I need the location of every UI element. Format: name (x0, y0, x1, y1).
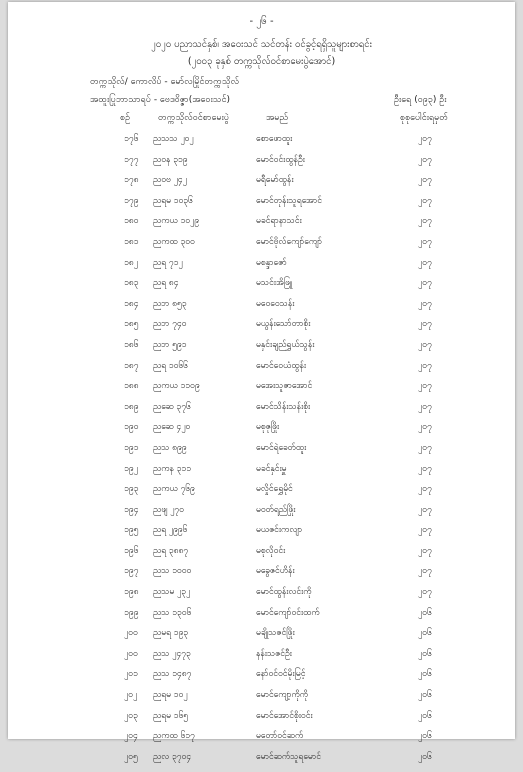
table-row (8, 155, 515, 176)
table-row (8, 361, 515, 382)
table-row (8, 340, 515, 361)
roll-number: ညဘ ၇၄၀ (153, 319, 187, 330)
total-score: ၂၀၇ (418, 504, 432, 515)
table-row (8, 422, 515, 443)
row-number: ၁၈၉ (124, 401, 139, 412)
total-score: ၂၀၆ (418, 731, 432, 742)
roll-number: ညသမ ၂၃၂ (153, 587, 191, 598)
total-score: ၂၀၆ (418, 628, 432, 639)
total-score: ၂၀၆ (418, 648, 432, 659)
table-row (8, 628, 515, 649)
student-name: မောင်ဝေယံထွန်း (256, 360, 307, 371)
row-number: ၁၈၁ (124, 236, 139, 247)
table-row (8, 464, 515, 485)
student-name: မရီမော်ထွန်း (256, 175, 294, 186)
total-score: ၂၀၆ (418, 669, 432, 680)
total-score: ၂၀၇ (418, 463, 432, 474)
row-number: ၂၀၅ (124, 751, 138, 762)
roll-number: ညသ ၂၄၇၃ (153, 648, 191, 659)
student-name: မောင်ကျော့ကိုကို (256, 690, 309, 701)
student-name: မခင်နှင်းမှူ (256, 463, 287, 474)
roll-number: ညဆေ ၄၂၀ (153, 422, 191, 433)
page-number: - ၂၆ - (249, 16, 274, 27)
total-score: ၂၀၇ (418, 381, 432, 392)
table-row (8, 546, 515, 567)
row-number: ၁၉၄ (124, 504, 139, 515)
total-score: ၂၀၇ (418, 236, 432, 247)
row-number: ၁၈၈ (124, 381, 139, 392)
table-row (8, 175, 515, 196)
total-score: ၂၀၇ (418, 134, 432, 144)
student-name: မောင်ထွန်းလင်းကို (256, 587, 312, 598)
table-row (8, 278, 515, 299)
row-number: ၁၇၈ (124, 175, 139, 186)
total-score: ၂၀၇ (418, 257, 432, 268)
course-label: အထူးပြုဘာသာရပ် - ဗေဒဝိဇ္ဇာ(အဝေးသင်) (90, 95, 230, 105)
row-number: ၁၉၆ (124, 545, 139, 556)
student-name: မောင်အောင်စိုးဝင်း (256, 710, 313, 721)
roll-number: ညဘ ၈၅၃ (153, 298, 187, 309)
table-row (8, 319, 515, 340)
table-row (8, 196, 515, 217)
roll-number: ညဘ ၅၉၁ (153, 339, 187, 350)
table-row (8, 258, 515, 279)
column-header-name: အမည် (266, 113, 289, 123)
table-row (8, 566, 515, 587)
roll-number: ညမရ ၁၉၃ (153, 628, 189, 639)
row-number: ၂၀၄ (124, 731, 138, 742)
document-title: ၂၀၂၀ ပညာသင်နှစ်၊ အဝေးသင် သင်တန်း ဝင်ခွင့်ရရှိသူများစာရင်း (151, 39, 372, 50)
total-score: ၂၀၇ (418, 525, 432, 536)
table-row (8, 443, 515, 464)
student-name: မခင်ရာနာသင်း (256, 216, 302, 227)
row-number: ၁၈၇ (124, 360, 139, 371)
roll-number: ညကန ၃၁၁ (153, 463, 191, 474)
total-score: ၂၀၇ (418, 319, 432, 330)
row-number: ၁၉၉ (124, 607, 139, 618)
row-number: ၁၈၂ (124, 257, 138, 268)
column-header-no: စဉ် (120, 113, 131, 123)
student-name: မောင်ဆက်သူရမောင် (256, 751, 321, 762)
student-name: မယဇင်းကလျာ (256, 525, 303, 536)
student-name: မောင်ဗိုလ်ကျော်ကျော် (256, 236, 323, 247)
table-row (8, 216, 515, 237)
roll-number: ညသ ၁၄၈၇ (153, 669, 192, 680)
table-row (8, 381, 515, 402)
student-name: မောင်ရဲခေတ်ထူး (256, 442, 307, 453)
student-name: မစုလိုဝင်း (256, 545, 286, 556)
roll-number: ညကထ ၃၀၀ (153, 236, 195, 247)
roll-number: ညဝဗ ၂၄၂ (153, 175, 187, 186)
student-name: မောင်တုန်းသူရအောင် (256, 195, 322, 206)
row-number: ၂၀၀ (124, 648, 138, 659)
roll-number: ညဝန ၃၁၉ (153, 154, 188, 165)
student-name: မလှိုင်ရွှေမိုင် (256, 484, 293, 495)
row-number: ၁၉၇ (124, 566, 139, 577)
student-name: မသင်းအိဖြူ (256, 278, 293, 289)
total-score: ၂၀၇ (418, 545, 432, 556)
roll-number: ညသ ၈၉၉ (153, 442, 187, 453)
total-score: ၂၀၇ (418, 587, 432, 598)
total-score: ၂၀၆ (418, 751, 432, 762)
student-name: မအေးသူဇာအောင် (256, 381, 313, 392)
table-row (8, 484, 515, 505)
row-number: ၁၈၀ (124, 216, 139, 227)
row-number: ၁၇၇ (124, 154, 139, 165)
student-name: မောင်သိန်းသန်းစိုး (256, 401, 311, 412)
roll-number: ညဖျ ၂၇၀ (153, 504, 184, 515)
table-row (8, 134, 515, 155)
university-label: တက္ကသိုလ်/ ကောလိပ် - မော်လမြိုင်တက္ကသိုလ် (90, 77, 240, 87)
row-number: ၁၈၆ (124, 339, 139, 350)
column-header-roll: တက္ကသိုလ်ဝင်စာမေးပွဲ (158, 113, 229, 123)
document-page (8, 2, 515, 762)
total-score: ၂၀၇ (418, 154, 432, 165)
row-number: ၁၉၂ (124, 463, 138, 474)
table-row (8, 587, 515, 608)
row-number: ၁၉၃ (124, 484, 139, 495)
roll-number: ညလ ၃၇၀၄ (153, 751, 192, 762)
roll-number: ညသသ ၂၀၂ (153, 134, 194, 144)
column-header-score: စုစုပေါင်းရမှတ် (400, 113, 449, 123)
student-name: မယွန်းသော်တာစိုး (256, 319, 311, 330)
total-score: ၂၀၇ (418, 298, 432, 309)
row-number: ၁၈၃ (124, 278, 139, 289)
row-number: ၁၈၄ (124, 298, 139, 309)
document-subtitle: (၂၀၀၃ ခုနှစ် တက္ကသိုလ်ဝင်စာမေးပွဲအောင်) (187, 56, 336, 67)
row-number: ၂၀၀ (124, 628, 138, 639)
student-name: မစုဇုဖြိုး (256, 422, 280, 433)
roll-number: ညကထ ၆၁၇ (153, 731, 195, 742)
total-score: ၂၀၇ (418, 175, 432, 186)
total-score: ၂၀၆ (418, 607, 432, 618)
row-number: ၁၉၈ (124, 587, 139, 598)
student-name: မခွေဇင်ဟိန်း (256, 566, 295, 577)
table-row (8, 237, 515, 258)
table-row (8, 525, 515, 546)
student-name: မနှင်းချည်ရွှယ်သွန်း (256, 339, 315, 350)
total-count-label: ဦးရေ (၀၉၃) ဦး (394, 95, 447, 105)
roll-number: ညရမ ၁၆၅ (153, 710, 189, 721)
total-score: ၂၀၇ (418, 566, 432, 577)
total-score: ၂၀၇ (418, 216, 432, 227)
total-score: ၂၀၇ (418, 484, 432, 495)
student-name: မောင်ကျော်ဝင်းထက် (256, 607, 320, 618)
student-name: နန်းသဇင်ဦး (256, 648, 292, 659)
row-number: ၁၈၅ (124, 319, 139, 330)
row-number: ၂၀၃ (124, 710, 138, 721)
table-row (8, 402, 515, 423)
row-number: ၁၉၀ (124, 422, 139, 433)
results-table (8, 134, 515, 772)
total-score: ၂၀၇ (418, 278, 432, 289)
roll-number: ညရမ ၁၀၃၆ (153, 195, 193, 206)
total-score: ၂၀၇ (418, 442, 432, 453)
total-score: ၂၀၇ (418, 401, 432, 412)
total-score: ၂၀၆ (418, 690, 432, 701)
table-row (8, 731, 515, 752)
roll-number: ညကယ ၁၁၀၉ (153, 381, 200, 392)
row-number: ၂၀၂ (124, 690, 138, 701)
row-number: ၂၀၁ (124, 669, 138, 680)
roll-number: ညကယ ၇၆၉ (153, 484, 195, 495)
total-score: ၂၀၇ (418, 360, 432, 371)
student-name: မချိုသဇင်ဖြိုး (256, 628, 295, 639)
table-row (8, 690, 515, 711)
roll-number: ညရ ၂၉၉၆ (153, 525, 188, 536)
table-row (8, 711, 515, 732)
student-name: မတော်ဝင်ဆက် (256, 731, 304, 742)
total-score: ၂၀၇ (418, 339, 432, 350)
total-score: ၂၀၇ (418, 422, 432, 433)
student-name: မစန္ဒာဇော် (256, 257, 287, 268)
table-row (8, 299, 515, 320)
roll-number: ညရမ ၁၀၂ (153, 690, 188, 701)
table-row (8, 669, 515, 690)
row-number: ၁၉၁ (124, 442, 139, 453)
student-name: မောင်ဝင်းထွန်ဦး (256, 154, 305, 165)
roll-number: ညရ ၃၈၈၇ (153, 545, 189, 556)
table-row (8, 608, 515, 629)
row-number: ၁၇၉ (124, 195, 139, 206)
roll-number: ညသ ၁၀၀၀ (153, 566, 192, 577)
student-name: မဝေဝေသန်း (256, 298, 295, 309)
row-number: ၁၉၅ (124, 525, 139, 536)
student-name: နော်ဝင်ဝင်မိုးမြင့် (256, 669, 306, 680)
student-name: စောဖောထူး (256, 134, 293, 144)
total-score: ၂၀၇ (418, 195, 432, 206)
student-name: မဝတ်ရည်ဖြိုး (256, 504, 296, 515)
row-number: ၁၇၆ (124, 134, 139, 144)
total-score: ၂၀၆ (418, 710, 432, 721)
roll-number: ညသ ၁၃၀၆ (153, 607, 192, 618)
table-row (8, 505, 515, 526)
table-row (8, 752, 515, 772)
table-row (8, 649, 515, 670)
roll-number: ညရ ၇၁၂ (153, 257, 183, 268)
roll-number: ညရ ၁၀၆၆ (153, 360, 188, 371)
roll-number: ညဆေ ၃၇၆ (153, 401, 191, 412)
roll-number: ညရ ၈၄ (153, 278, 179, 289)
roll-number: ညကယ ၁၀၂၉ (153, 216, 200, 227)
